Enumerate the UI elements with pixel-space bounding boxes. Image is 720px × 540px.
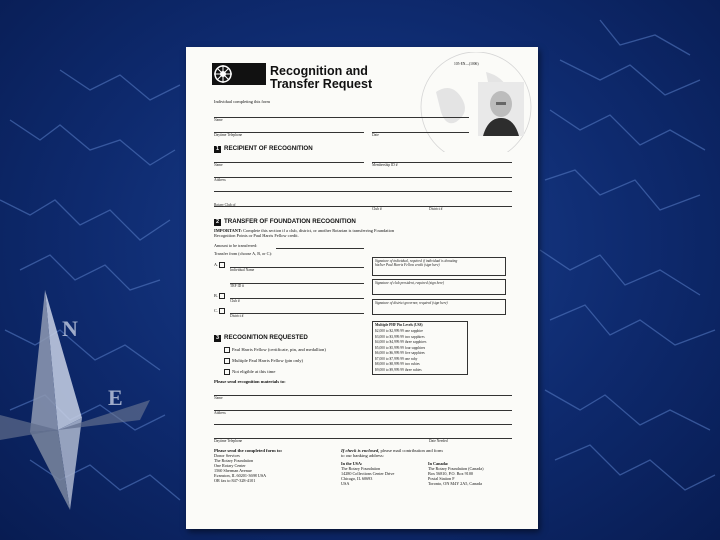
- section-3-number: 3: [215, 335, 220, 341]
- option-c-checkbox[interactable]: [219, 308, 225, 314]
- check-title-2: to our banking address:: [341, 453, 384, 458]
- req-option-not-eligible-label: Not eligible at this time: [232, 369, 276, 375]
- usa-title: In the USA:: [341, 461, 363, 466]
- section-3-title: RECOGNITION REQUESTED: [224, 334, 308, 341]
- send-materials-label: Please send recognition materials to:: [214, 379, 286, 384]
- title-line-2: Transfer Request: [270, 77, 373, 91]
- section-1-number: 1: [215, 146, 220, 152]
- pin-level-row: $2,000 to $2,999.99 one sapphire: [375, 329, 424, 333]
- district-num-label: District #: [429, 207, 443, 211]
- individual-name-label: Individual Name: [230, 268, 255, 272]
- svg-text:N: N: [62, 316, 78, 341]
- address-line-2[interactable]: [214, 191, 512, 192]
- sig-individual-1: Signature of individual, required if individual is donating: [375, 259, 458, 263]
- club-b-line[interactable]: [230, 298, 364, 299]
- req-option-not-eligible: [224, 369, 275, 375]
- rotary-logo: [212, 63, 266, 85]
- title-line-1: Recognition and: [270, 64, 368, 78]
- section-2-heading: [214, 218, 356, 226]
- send-completed-line: One Rotary Center: [214, 463, 246, 468]
- address-label: Address: [214, 178, 226, 182]
- sig-club: Signature of club president, required (sign here): [375, 281, 445, 285]
- canada-line: Toronto, ON M4Y 2A5, Canada: [428, 481, 482, 486]
- usa-line: The Rotary Foundation: [341, 466, 381, 471]
- address-line[interactable]: [214, 177, 512, 178]
- phf-checkbox[interactable]: [224, 347, 230, 353]
- date-label: Date: [372, 133, 379, 137]
- amount-line[interactable]: [276, 248, 364, 249]
- name-label: Name: [214, 118, 223, 122]
- date-line[interactable]: [372, 132, 469, 133]
- individual-completing-label: Individual completing this form: [214, 99, 270, 104]
- send-telephone-line[interactable]: [214, 438, 512, 439]
- send-completed-line: Donor Services: [214, 453, 240, 458]
- pin-level-row: $7,000 to $7,999.99 one ruby: [375, 356, 418, 361]
- district-c-label: District #: [230, 314, 244, 318]
- signature-district-box[interactable]: [372, 299, 506, 315]
- section-1-heading: [214, 145, 313, 153]
- send-completed-line: 1560 Sherman Avenue: [214, 468, 252, 473]
- option-a-label: A.: [214, 262, 219, 267]
- club-b-label: Club #: [230, 299, 240, 303]
- option-b: [214, 293, 227, 299]
- district-c-line[interactable]: [230, 313, 364, 314]
- send-address-label: Address: [214, 411, 226, 415]
- option-c-label: C.: [214, 308, 218, 313]
- canada-line: Postal Station F: [428, 476, 455, 481]
- form-title: [270, 65, 372, 91]
- rotary-club-line[interactable]: [214, 206, 512, 207]
- usa-address-block: [341, 461, 394, 486]
- trf-id-line[interactable]: [230, 283, 364, 284]
- transfer-from-label: Transfer from (choose A, B, or C):: [214, 251, 272, 256]
- trf-id-label: TRF ID #: [230, 284, 244, 288]
- pin-levels-title: Multiple PHF Pin Levels (US$): [375, 323, 423, 327]
- section-2-number: 2: [215, 219, 220, 225]
- important-text-1: Complete this section if a club, district, or another Rotarian is transferring Foundation: [243, 228, 395, 233]
- option-b-label: B.: [214, 293, 218, 298]
- section-1-title: RECIPIENT OF RECOGNITION: [224, 145, 313, 152]
- send-completed-block: [214, 448, 282, 483]
- canada-line: Box 56810, P.O. Box 9100: [428, 471, 474, 476]
- send-completed-line: The Rotary Foundation: [214, 458, 254, 463]
- option-a: [214, 262, 227, 268]
- multiple-phf-checkbox[interactable]: [224, 358, 230, 364]
- telephone-label: Daytime Telephone: [214, 133, 243, 137]
- req-option-phf: [224, 347, 326, 353]
- canada-title: In Canada:: [428, 461, 449, 466]
- option-c: [214, 308, 227, 314]
- send-address-line[interactable]: [214, 410, 512, 411]
- pin-level-row: $5,000 to $5,999.99 four sapphires: [375, 345, 426, 350]
- usa-line: USA: [341, 481, 350, 486]
- important-text-2: Recognition Points or Paul Harris Fellow credit.: [214, 233, 299, 238]
- req-option-multiple: [224, 358, 303, 364]
- section-2-title: TRANSFER OF FOUNDATION RECOGNITION: [224, 218, 356, 225]
- signature-individual-box[interactable]: [372, 257, 506, 276]
- pin-level-row: $4,000 to $4,999.99 three sapphires: [375, 340, 427, 344]
- date-needed-label: Date Needed: [429, 439, 448, 443]
- canada-address-block: [428, 461, 483, 486]
- req-option-phf-label: Paul Harris Fellow (certificate, pin, and medallion): [232, 347, 326, 353]
- req-option-multiple-label: Multiple Paul Harris Fellow (pin only): [232, 358, 304, 364]
- svg-text:E: E: [108, 385, 123, 410]
- send-telephone-label: Daytime Telephone: [214, 439, 243, 443]
- pin-level-row: $6,000 to $6,999.99 five sapphires: [375, 351, 425, 355]
- name-line[interactable]: [214, 117, 469, 118]
- rotary-club-label: Rotary Club of: [214, 203, 236, 207]
- signature-club-box[interactable]: [372, 279, 506, 295]
- send-name-label: Name: [214, 396, 223, 400]
- check-enclosed-block: [341, 448, 443, 458]
- important-bold: IMPORTANT:: [214, 228, 242, 233]
- pin-level-row: $3,000 to $3,999.99 two sapphires: [375, 334, 425, 339]
- recipient-name-label: Name: [214, 163, 223, 167]
- sig-individual-2: his/her Paul Harris Fellow credit (sign here): [375, 263, 440, 267]
- pin-levels-box: [372, 321, 468, 375]
- doc-code: 105-EN—(1006): [454, 62, 479, 66]
- send-completed-line: Evanston, IL 60201-3698 USA: [214, 473, 267, 478]
- pin-level-row: $8,000 to $8,999.99 two rubies: [375, 362, 420, 366]
- usa-line: Chicago, IL 60693: [341, 476, 373, 481]
- amount-label: Amount to be transferred:: [214, 243, 258, 248]
- send-completed-title: Please send the completed form to:: [214, 448, 283, 453]
- canada-line: The Rotary Foundation (Canada): [428, 466, 484, 471]
- not-eligible-checkbox[interactable]: [224, 369, 230, 375]
- recognition-form-document: [186, 47, 538, 529]
- option-b-checkbox[interactable]: [219, 293, 225, 299]
- send-name-line[interactable]: [214, 395, 512, 396]
- pin-level-row: $9,000 to $9,999.99 three rubies: [375, 367, 422, 372]
- founder-portrait: [478, 82, 524, 136]
- option-a-checkbox[interactable]: [219, 262, 225, 268]
- check-title-rest: please mail contribution and form: [380, 448, 443, 453]
- section-3-heading: [214, 334, 308, 342]
- compass-rose: [0, 290, 150, 510]
- sig-district: Signature of district governor, required (sign here): [375, 301, 448, 305]
- usa-line: 14280 Collections Center Drive: [341, 471, 395, 476]
- recipient-name-line[interactable]: [214, 162, 364, 163]
- check-title-bold: If check is enclosed,: [341, 448, 380, 453]
- club-num-label: Club #: [372, 207, 382, 211]
- send-address-line-2[interactable]: [214, 424, 512, 425]
- membership-id-label: Membership ID #: [372, 163, 398, 167]
- send-completed-line: OR fax to 847-328-4101: [214, 478, 256, 483]
